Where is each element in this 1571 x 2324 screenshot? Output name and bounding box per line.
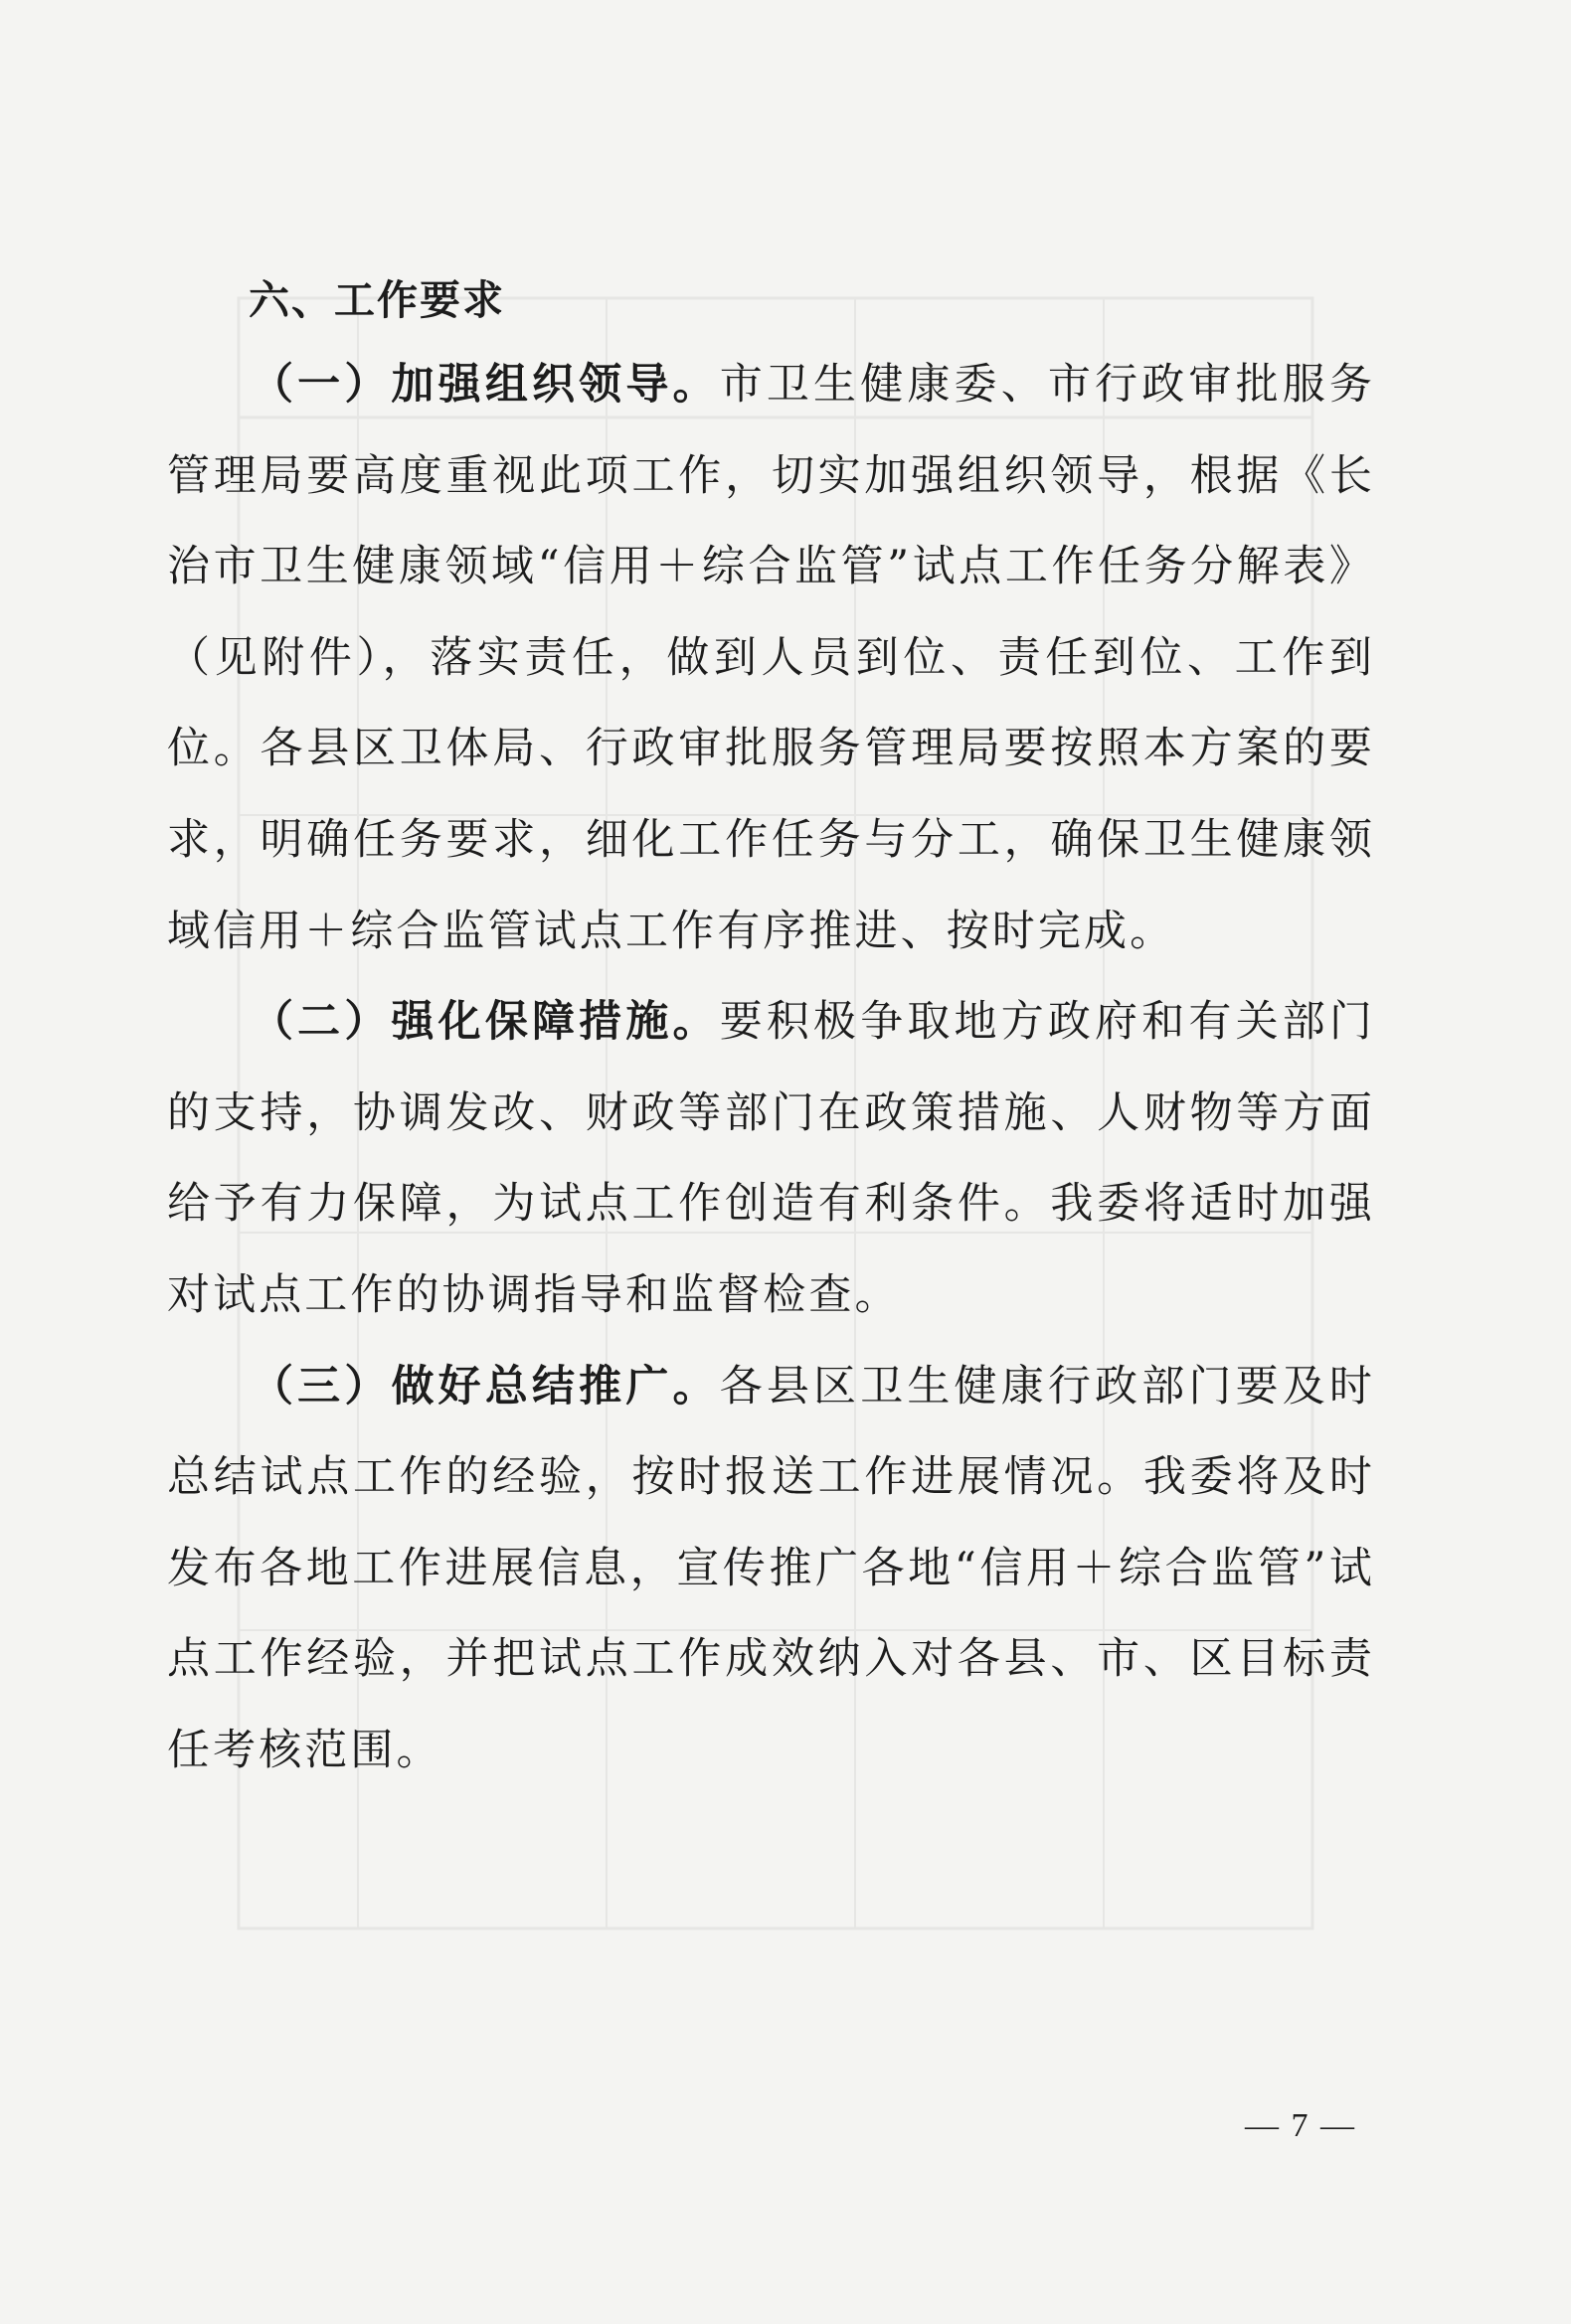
paragraph-text: 市卫生健康委、市行政审批服务管理局要高度重视此项工作，切实加强组织领导，根据《长治市卫生健康领域“信用＋综合监管”试点工作任务分解表》（见附件），落实责任，做到人员到位、责任到位、工作到位。各县区卫体局、行政审批服务管理局要按照本方案的要求，明确任务要求，细化工作任务与分工，确保卫生健康领域信用＋综合监管试点工作有序推进、按时完成。 [167, 360, 1376, 956]
paragraph-text: 各县区卫生健康行政部门要及时总结试点工作的经验，按时报送工作进展情况。我委将及时发布各地工作进展信息，宣传推广各地“信用＋综合监管”试点工作经验，并把试点工作成效纳入对各县、市、区目标责任考核范围。 [167, 1361, 1376, 1775]
paragraph-summary-promotion [167, 1342, 1375, 1797]
paragraph-lead: （二）强化保障措施。 [251, 997, 720, 1048]
paragraph-text: 要积极争取地方政府和有关部门的支持，协调发改、财政等部门在政策措施、人财物等方面给予有力保障，为试点工作创造有利条件。我委将适时加强对试点工作的协调指导和监督检查。 [167, 997, 1376, 1320]
paragraph-lead: （一）加强组织领导。 [251, 360, 720, 410]
section-heading: 六、工作要求 [249, 276, 505, 324]
paragraph-safeguard-measures [167, 977, 1375, 1341]
paragraph-lead: （三）做好总结推广。 [251, 1361, 720, 1411]
paragraph-organization-leadership [167, 340, 1375, 977]
page-number: — 7 — [1245, 2107, 1356, 2144]
document-body [167, 260, 1375, 1797]
